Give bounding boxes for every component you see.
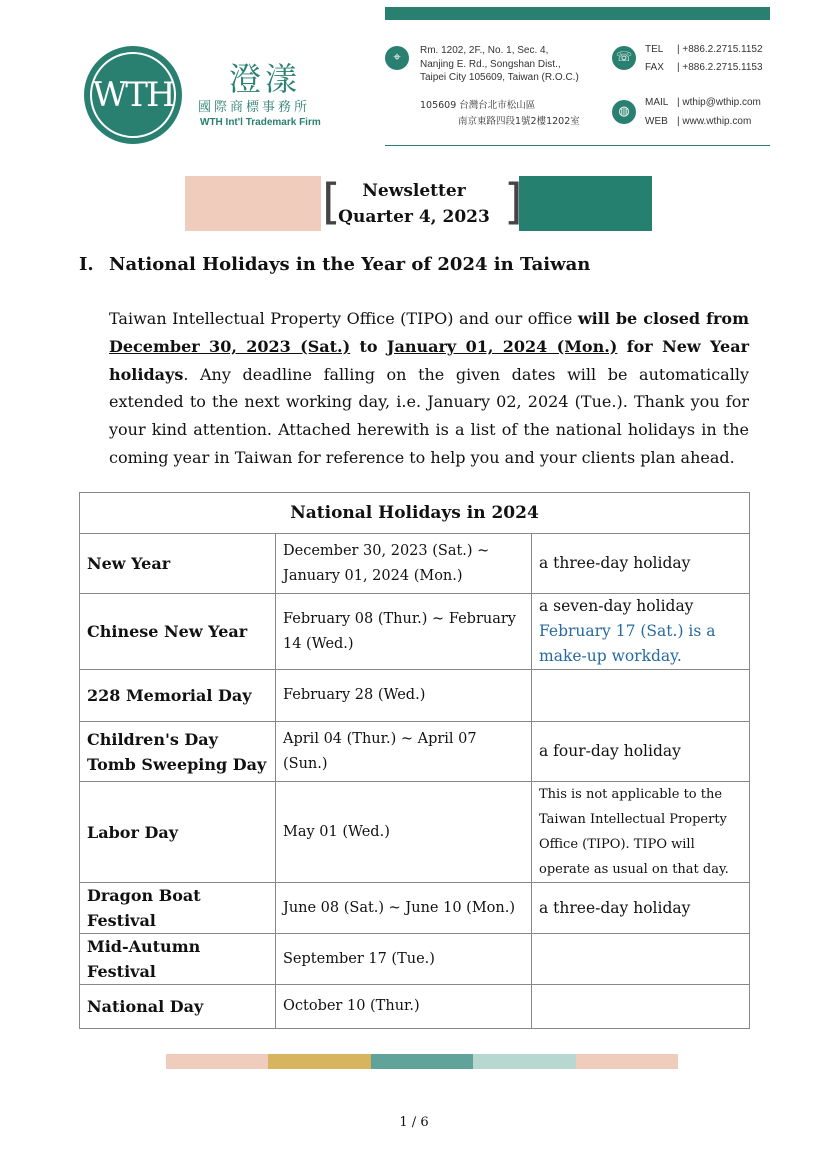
table-row: [80, 534, 750, 594]
table-header-row: [80, 493, 750, 534]
tel-value: | +886.2.2715.1152: [677, 44, 763, 55]
contact-mail[interactable]: [645, 97, 761, 108]
table-row: [80, 934, 750, 985]
web-value: | www.wthip.com: [677, 116, 752, 127]
holiday-note: This is not applicable to the Taiwan Intellectual Property Office (TIPO). TIPO will operate as usual on that day.: [532, 782, 750, 883]
holiday-name: Dragon Boat Festival: [80, 883, 276, 934]
holiday-note: a three-day holiday: [532, 534, 750, 594]
section-paragraph: [109, 305, 749, 472]
holiday-name: New Year: [80, 534, 276, 594]
holiday-name: Children's Day Tomb Sweeping Day: [80, 722, 276, 782]
table-row: [80, 985, 750, 1029]
table-row: [80, 883, 750, 934]
holiday-name: Chinese New Year: [80, 594, 276, 670]
header-divider: [385, 145, 770, 146]
para-text: . Any deadline falling on the given dates will be automatically extended to the next working day, i.e. January 02, 2024 (Tue.). Thank you for your kind attention. Attached herewith is a list of the national holidays in the coming year in Taiwan for reference to help you and your clients plan ahead.: [109, 364, 749, 467]
newsletter-title-line1: Newsletter: [362, 181, 466, 201]
para-bold: will be closed from: [577, 309, 750, 328]
address-cn-line: 105609 台灣台北市松山區: [420, 100, 536, 111]
newsletter-title-line2: Quarter 4, 2023: [338, 207, 490, 227]
para-bold: to: [350, 336, 387, 356]
table-row: [80, 670, 750, 722]
header-accent-bar: [385, 7, 770, 20]
address-cn: [420, 98, 580, 130]
section-title: National Holidays in the Year of 2024 in Taiwan: [109, 254, 591, 275]
banner-right-block: [519, 176, 652, 231]
table-row: [80, 594, 750, 670]
holiday-name: 228 Memorial Day: [80, 670, 276, 722]
para-date-end: January 01, 2024 (Mon.): [386, 336, 618, 356]
holidays-table: [79, 492, 750, 1029]
firm-name-en: WTH Int'l Trademark Firm: [200, 117, 321, 128]
footer-bar-segment: [268, 1054, 370, 1069]
phone-icon: ☏: [612, 46, 636, 70]
holiday-date: October 10 (Thur.): [276, 985, 532, 1029]
web-label: WEB: [645, 116, 668, 127]
firm-name-cn: 澄漾: [229, 60, 302, 98]
section-number: I.: [79, 254, 94, 275]
holiday-note: [532, 670, 750, 722]
holiday-date: May 01 (Wed.): [276, 782, 532, 883]
fax-value: | +886.2.2715.1153: [677, 62, 763, 73]
banner-left-block: [185, 176, 321, 231]
holiday-note: a three-day holiday: [532, 883, 750, 934]
firm-logo: [84, 46, 182, 144]
address-cn-line: 南京東路四段1號2樓1202室: [458, 116, 580, 127]
makeup-workday-note: February 17 (Sat.) is a make-up workday.: [539, 622, 716, 665]
holiday-note: a four-day holiday: [532, 722, 750, 782]
banner-right-bracket: ]: [504, 174, 523, 230]
holiday-name: National Day: [80, 985, 276, 1029]
holiday-date: December 30, 2023 (Sat.) ~ January 01, 2024 (Mon.): [276, 534, 532, 594]
para-date-start: December 30, 2023 (Sat.): [109, 336, 351, 356]
logo-monogram: WTH: [92, 75, 174, 115]
holiday-date: February 28 (Wed.): [276, 670, 532, 722]
holiday-date: February 08 (Thur.) ~ February 14 (Wed.): [276, 594, 532, 670]
footer-bar-segment: [166, 1054, 268, 1069]
holiday-note: a seven-day holiday February 17 (Sat.) is a make-up workday.: [532, 594, 750, 670]
page-number: 1 / 6: [399, 1115, 429, 1130]
table-title: National Holidays in 2024: [80, 493, 750, 534]
holiday-date: June 08 (Sat.) ~ June 10 (Mon.): [276, 883, 532, 934]
address-en: [420, 44, 579, 85]
table-row: [80, 782, 750, 883]
tel-label: TEL: [645, 44, 664, 55]
fax-label: FAX: [645, 62, 664, 73]
holiday-note: [532, 985, 750, 1029]
location-pin-icon: ⌖: [385, 46, 409, 70]
address-line: Rm. 1202, 2F., No. 1, Sec. 4,: [420, 45, 549, 56]
mail-label: MAIL: [645, 97, 669, 108]
footer-bar-segment: [473, 1054, 575, 1069]
footer-bar-segment: [576, 1054, 678, 1069]
globe-icon: ◍: [612, 100, 636, 124]
address-line: Taipei City 105609, Taiwan (R.O.C.): [420, 72, 579, 83]
contact-fax: [645, 62, 763, 73]
firm-subtitle-cn: 國際商標事務所: [198, 100, 311, 115]
mail-value: | wthip@wthip.com: [677, 97, 761, 108]
contact-tel[interactable]: [645, 44, 763, 55]
contact-web[interactable]: [645, 116, 751, 127]
holiday-note: [532, 934, 750, 985]
para-text: Taiwan Intellectual Property Office (TIPO) and our office: [109, 309, 578, 328]
footer-bar-segment: [371, 1054, 473, 1069]
banner-left-bracket: [: [322, 174, 341, 230]
table-row: [80, 722, 750, 782]
holiday-date: April 04 (Thur.) ~ April 07 (Sun.): [276, 722, 532, 782]
holiday-name: Mid-Autumn Festival: [80, 934, 276, 985]
holiday-name: Labor Day: [80, 782, 276, 883]
newsletter-title: [330, 178, 498, 230]
holiday-date: September 17 (Tue.): [276, 934, 532, 985]
para-bold: for New Year holidays: [109, 336, 749, 384]
address-line: Nanjing E. Rd., Songshan Dist.,: [420, 58, 561, 70]
